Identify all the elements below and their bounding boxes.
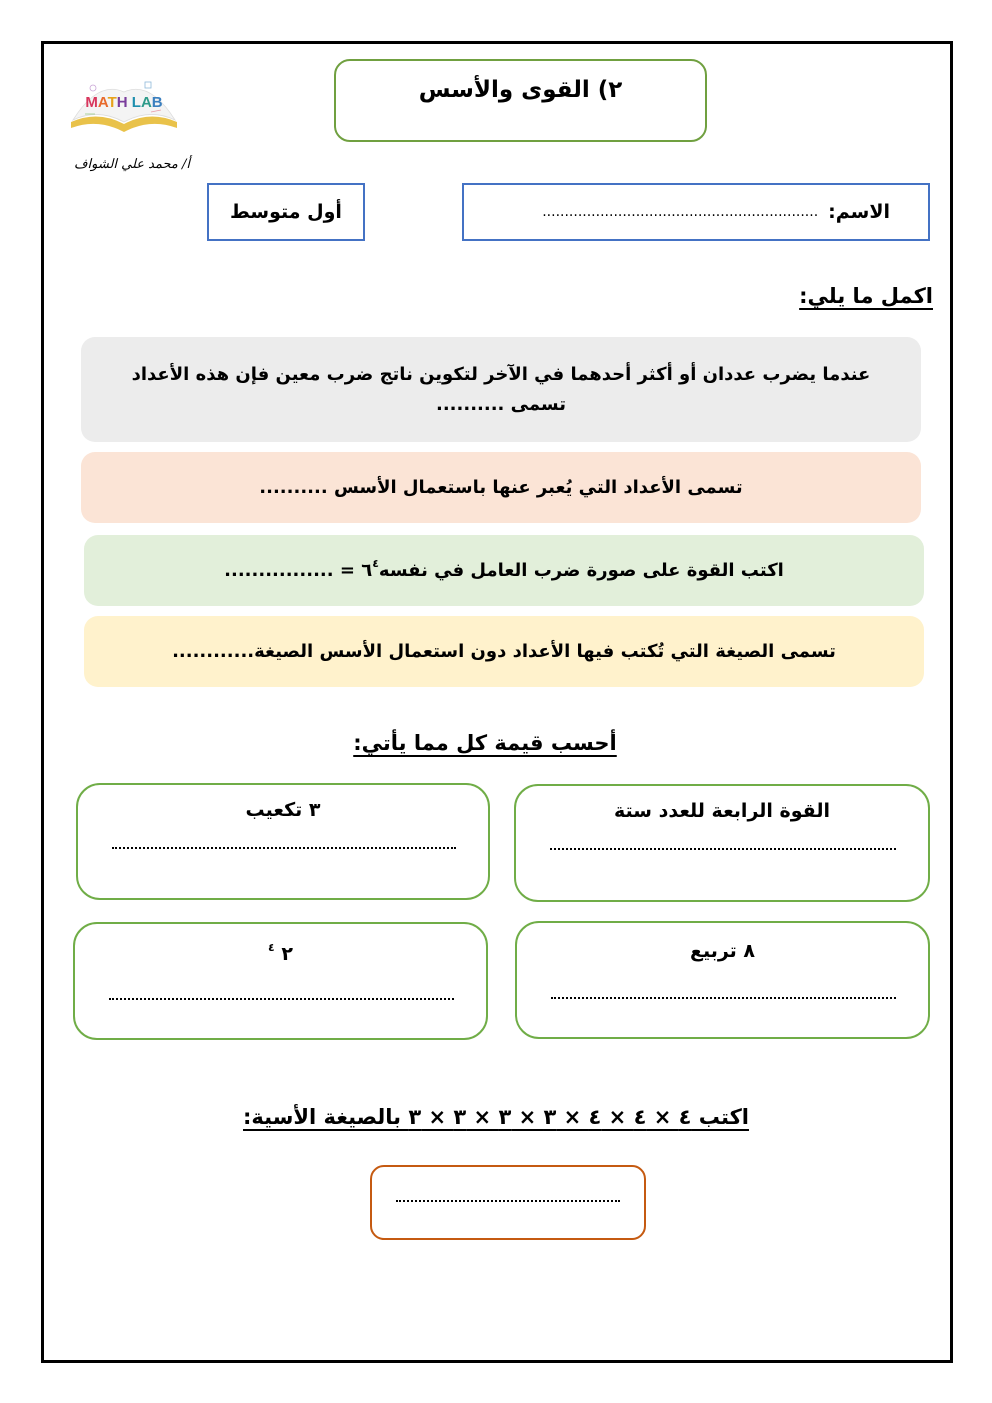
worksheet-title-box — [334, 59, 707, 142]
fill-in-item[interactable] — [81, 452, 921, 523]
section-exponential-heading — [0, 1105, 992, 1129]
section-exponential-heading-text: اكتب ٤ × ٤ × ٤ × ٣ × ٣ × ٣ × ٣ بالصيغة الأسية: — [243, 1105, 749, 1129]
student-name-box[interactable] — [462, 183, 930, 241]
fill-in-item[interactable] — [84, 616, 924, 687]
svg-text:MATH LAB: MATH LAB — [85, 94, 163, 111]
calc-prompt: القوة الرابعة للعدد ستة — [614, 800, 830, 822]
name-label: الاسم: — [828, 201, 890, 223]
calc-prompt — [75, 941, 486, 965]
power-base: ٢ — [281, 943, 293, 965]
calc-box[interactable] — [76, 783, 490, 900]
name-field[interactable]: .............................................................. — [542, 204, 819, 220]
answer-line[interactable] — [550, 848, 896, 850]
fill-in-text: تسمى الصيغة التي تُكتب فيها الأعداد دون استعمال الأسس الصيغة............ — [172, 640, 836, 662]
exponential-answer-box[interactable] — [370, 1165, 646, 1240]
power-exponent: ٤ — [372, 557, 379, 571]
math-lab-logo — [63, 66, 185, 138]
answer-blank[interactable]: = ................ — [224, 560, 362, 582]
calc-box[interactable] — [514, 784, 930, 902]
fill-in-item[interactable] — [84, 535, 924, 606]
fill-in-text — [224, 555, 784, 586]
open-book-icon — [63, 66, 185, 138]
teacher-name: أ/ محمد علي الشواف — [74, 157, 190, 172]
power-exponent: ٤ — [268, 941, 275, 954]
section-evaluate-heading-text: أحسب قيمة كل مما يأتي: — [353, 731, 617, 755]
worksheet-title: ٢) القوى والأسس — [418, 76, 623, 103]
fill-in-text: عندما يضرب عددان أو أكثر أحدهما في الآخر لتكوين ناتج ضرب معين فإن هذه الأعداد تسمى .......... — [131, 363, 871, 415]
grade-box — [207, 183, 365, 241]
answer-line[interactable] — [109, 998, 454, 1000]
power-base: ٦ — [361, 560, 373, 582]
calc-box[interactable] — [73, 922, 488, 1040]
section-complete-heading: اكمل ما يلي: — [799, 284, 933, 308]
answer-line[interactable] — [396, 1200, 620, 1202]
calc-box[interactable] — [515, 921, 930, 1039]
prompt-text: اكتب القوة على صورة ضرب العامل في نفسه — [378, 560, 784, 582]
fill-in-text: تسمى الأعداد التي يُعبر عنها باستعمال الأسس .......... — [259, 476, 743, 498]
answer-line[interactable] — [551, 997, 896, 999]
fill-in-item[interactable] — [81, 337, 921, 442]
answer-line[interactable] — [112, 847, 456, 849]
grade-label: أول متوسط — [230, 201, 342, 223]
section-evaluate-heading — [0, 731, 992, 755]
calc-prompt: ٣ تكعيب — [245, 799, 321, 821]
calc-prompt: ٨ تربيع — [689, 940, 756, 962]
